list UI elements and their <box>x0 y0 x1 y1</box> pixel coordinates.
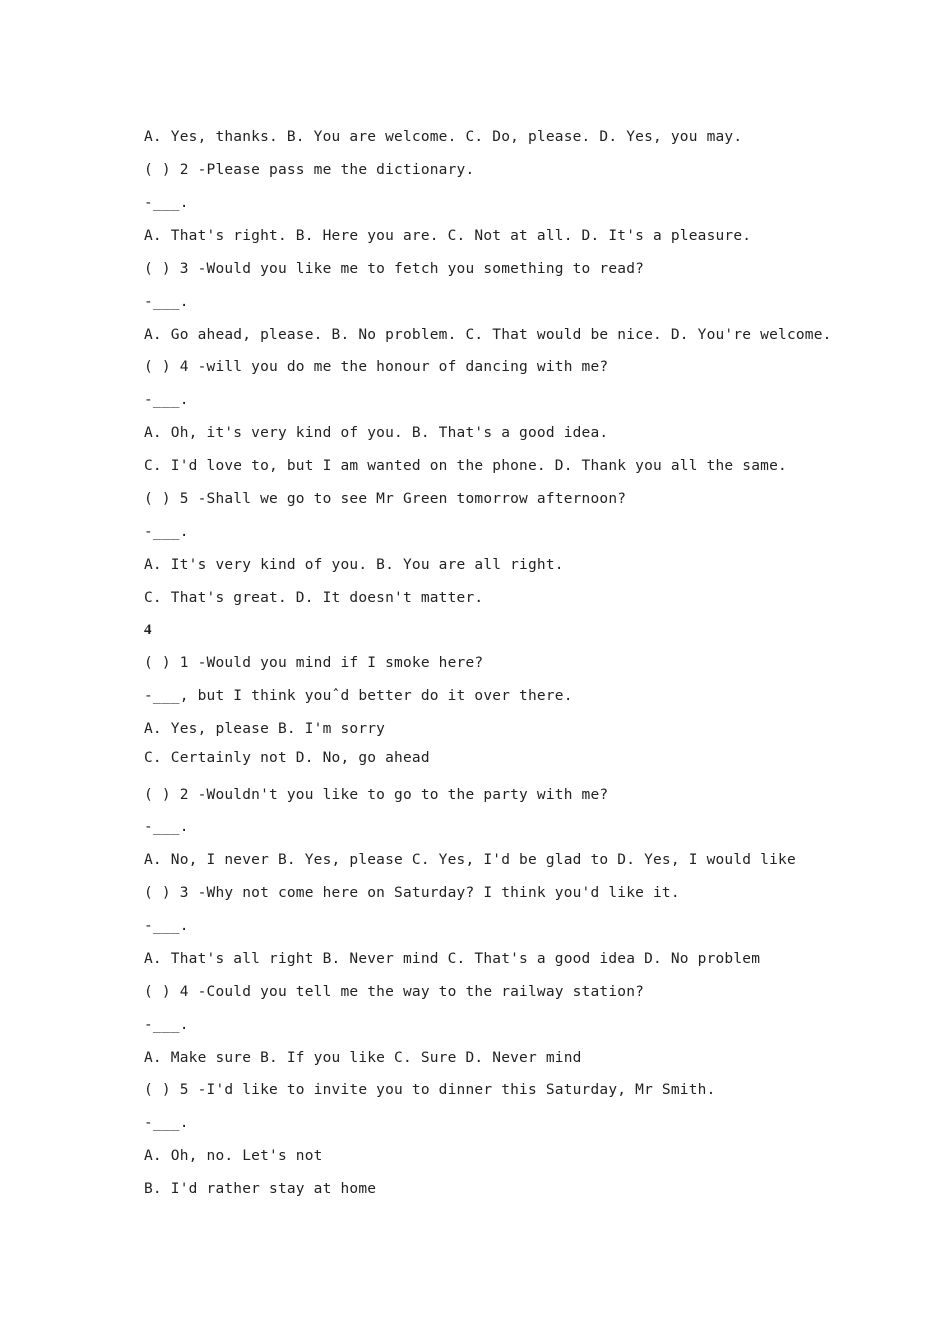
option-line: A. No, I never B. Yes, please C. Yes, I'd be glad to D. Yes, I would like <box>144 852 796 868</box>
question-line: ( ) 5 -I'd like to invite you to dinner this Saturday, Mr Smith. <box>144 1082 716 1098</box>
question-line: ( ) 5 -Shall we go to see Mr Green tomorrow afternoon? <box>144 491 627 507</box>
question-line: ( ) 3 -Would you like me to fetch you something to read? <box>144 261 645 277</box>
answer-blank: -___. <box>144 918 189 934</box>
answer-blank: -___. <box>144 392 189 408</box>
option-line: C. Certainly not D. No, go ahead <box>144 750 430 766</box>
option-line: A. That's all right B. Never mind C. That's a good idea D. No problem <box>144 951 761 967</box>
question-line: ( ) 4 -Could you tell me the way to the railway station? <box>144 984 645 1000</box>
question-line: ( ) 4 -will you do me the honour of dancing with me? <box>144 359 609 375</box>
option-line: C. I'd love to, but I am wanted on the phone. D. Thank you all the same. <box>144 458 787 474</box>
answer-blank: -___. <box>144 195 189 211</box>
section-number: 4 <box>144 622 152 638</box>
option-line: A. Go ahead, please. B. No problem. C. That would be nice. D. You're welcome. <box>144 327 832 343</box>
option-line: A. Oh, no. Let's not <box>144 1148 323 1164</box>
answer-blank: -___. <box>144 1017 189 1033</box>
option-line: A. Oh, it's very kind of you. B. That's a good idea. <box>144 425 609 441</box>
option-line: A. It's very kind of you. B. You are all right. <box>144 557 564 573</box>
answer-blank: -___. <box>144 524 189 540</box>
answer-blank: -___. <box>144 819 189 835</box>
option-line: C. That's great. D. It doesn't matter. <box>144 590 484 606</box>
answer-blank: -___. <box>144 294 189 310</box>
question-line: ( ) 1 -Would you mind if I smoke here? <box>144 655 484 671</box>
question-line: ( ) 2 -Wouldn't you like to go to the party with me? <box>144 787 609 803</box>
option-line: A. Make sure B. If you like C. Sure D. Never mind <box>144 1050 582 1066</box>
question-line: ( ) 2 -Please pass me the dictionary. <box>144 162 475 178</box>
option-line: A. That's right. B. Here you are. C. Not at all. D. It's a pleasure. <box>144 228 752 244</box>
answer-blank: -___. <box>144 1115 189 1131</box>
option-line: B. I'd rather stay at home <box>144 1181 377 1197</box>
option-line: A. Yes, please B. I'm sorry <box>144 721 386 737</box>
option-line: A. Yes, thanks. B. You are welcome. C. Do, please. D. Yes, you may. <box>144 129 743 145</box>
answer-blank: -___, but I think youˆd better do it over there. <box>144 688 573 704</box>
question-line: ( ) 3 -Why not come here on Saturday? I think you'd like it. <box>144 885 680 901</box>
